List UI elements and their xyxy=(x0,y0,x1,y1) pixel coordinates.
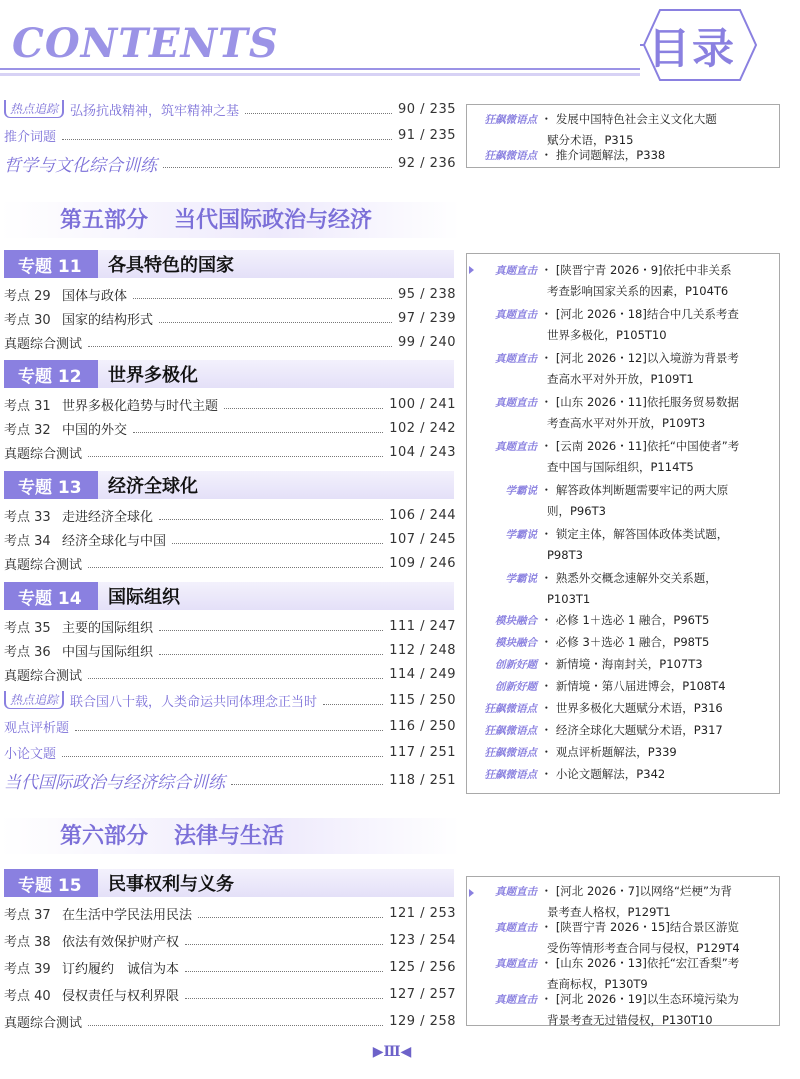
tip-label: 狂飙微语点 xyxy=(484,725,537,737)
tip-text-cont: 查高水平对外开放，P109T1 xyxy=(547,372,694,386)
tip-label: 真题直击 xyxy=(495,353,537,365)
toc-row-name: 侵权责任与权利界限 xyxy=(62,988,180,1004)
toc-row-pages: 109 / 246 xyxy=(389,555,456,571)
toc-row-name: 国体与政体 xyxy=(62,288,128,304)
tip-item[interactable]: 真题直击 ・ [河北 2026・7]以网络“烂梗”为背 景考查人格权，P129T1 xyxy=(467,881,779,922)
tip-label: 真题直击 xyxy=(495,441,537,453)
tip-text: [河北 2026・7]以网络“烂梗”为背 xyxy=(555,884,732,898)
toc-row-name: 依法有效保护财产权 xyxy=(62,934,180,950)
toc-row-name: 推介词题 xyxy=(4,129,57,145)
tip-text-cont: 考查高水平对外开放，P109T3 xyxy=(547,416,706,430)
leader-dots xyxy=(185,998,383,999)
topic-bar[interactable] xyxy=(4,250,454,278)
tips-box-part5 xyxy=(466,253,780,794)
kaodian-label: 考点 39 xyxy=(4,961,51,977)
tip-text-cont: 背景考查无过错侵权，P130T10 xyxy=(547,1013,713,1027)
leader-dots xyxy=(88,346,392,347)
tip-label: 学霸说 xyxy=(505,529,537,541)
tip-label: 真题直击 xyxy=(495,265,537,277)
topic-bar[interactable] xyxy=(4,360,454,388)
toc-row[interactable] xyxy=(4,441,456,463)
tip-text: 锁定主体，解答国体政体类试题， xyxy=(555,527,729,541)
leader-dots xyxy=(133,298,392,299)
tips-box-top xyxy=(466,104,780,168)
topic-bar[interactable] xyxy=(4,869,454,897)
toc-row-name: 中国的外交 xyxy=(62,422,128,438)
tip-label: 模块融合 xyxy=(495,637,537,649)
toc-row-pages: 116 / 250 xyxy=(389,718,456,734)
kaodian-label: 考点 30 xyxy=(4,312,51,328)
part-title: 当代国际政治与经济 xyxy=(174,207,373,233)
toc-row-pages: 123 / 254 xyxy=(389,932,456,948)
toc-row-name: 小论文题 xyxy=(4,746,57,762)
tip-label: 狂飙微语点 xyxy=(484,747,537,759)
kaodian-label: 考点 35 xyxy=(4,620,51,636)
toc-row[interactable] xyxy=(4,983,456,1005)
toc-row[interactable] xyxy=(4,331,456,353)
tip-label: 真题直击 xyxy=(495,397,537,409)
tip-item[interactable]: 狂飙微语点 ・ 小论文题解法，P342 xyxy=(467,764,779,785)
topic-title: 国际组织 xyxy=(108,587,180,608)
topic-tag: 专题 11 xyxy=(4,250,98,278)
toc-row[interactable] xyxy=(4,528,456,550)
toc-row-pages: 129 / 258 xyxy=(389,1013,456,1029)
toc-row-hot[interactable] xyxy=(4,689,456,711)
tip-item[interactable]: 真题直击 ・ [陕晋宁青 2026・15]结合景区游览 受伤等情形考查合同与侵权，P129T4 xyxy=(467,917,779,958)
leader-dots xyxy=(172,543,383,544)
tip-text-cont: 查商标权，P130T9 xyxy=(547,977,648,991)
tip-text: 世界多极化大题赋分术语，P316 xyxy=(555,701,723,715)
tip-text: 新情境・第八届进博会，P108T4 xyxy=(555,679,726,693)
tip-label: 真题直击 xyxy=(495,994,537,1006)
tip-label: 创新好题 xyxy=(495,681,537,693)
tip-text: [陕晋宁青 2026・15]结合景区游览 xyxy=(555,920,739,934)
kaodian-label: 考点 37 xyxy=(4,907,51,923)
tips-box-part6 xyxy=(466,876,780,1026)
toc-row-pages: 118 / 251 xyxy=(389,772,456,788)
toc-row-pages: 106 / 244 xyxy=(389,507,456,523)
topic-tag: 专题 14 xyxy=(4,582,98,610)
leader-dots xyxy=(323,704,383,705)
tip-label: 学霸说 xyxy=(505,573,537,585)
toc-row-name: 订约履约 诚信为本 xyxy=(62,961,180,977)
toc-row[interactable] xyxy=(4,124,456,146)
topic-bar[interactable] xyxy=(4,471,454,499)
topic-title: 民事权利与义务 xyxy=(108,874,234,895)
toc-row[interactable] xyxy=(4,639,456,661)
kaodian-label: 考点 31 xyxy=(4,398,51,414)
leader-dots xyxy=(75,730,383,731)
tip-label: 狂飙微语点 xyxy=(484,114,537,126)
tip-text: [陕晋宁青 2026・9]依托中非关系 xyxy=(555,263,732,277)
toc-row-name: 经济全球化与中国 xyxy=(62,533,167,549)
tip-text: [河北 2026・18]结合中几关系考查 xyxy=(555,307,739,321)
kaodian-label: 考点 33 xyxy=(4,509,51,525)
toc-row-name: 主要的国际组织 xyxy=(62,620,154,636)
tip-label: 真题直击 xyxy=(495,309,537,321)
leader-dots xyxy=(198,917,383,918)
toc-row-hot[interactable] xyxy=(4,98,456,120)
tip-text: 新情境・海南封关，P107T3 xyxy=(555,657,703,671)
leader-dots xyxy=(88,567,383,568)
tip-item[interactable]: 真题直击 ・ [河北 2026・19]以生态环境污染为 背景考查无过错侵权，P130T10 xyxy=(467,989,779,1030)
kaodian-label: 考点 32 xyxy=(4,422,51,438)
toc-row-name: 观点评析题 xyxy=(4,720,70,736)
tip-text: [山东 2026・13]依托“宏江香梨”考 xyxy=(555,956,740,970)
tip-text: 观点评析题解法，P339 xyxy=(555,745,677,759)
tip-item[interactable]: 狂飙微语点 ・ 世界多极化大题赋分术语，P316 xyxy=(467,698,779,719)
toc-row[interactable] xyxy=(4,152,456,174)
tip-text-cont: 则，P96T3 xyxy=(547,504,606,518)
kaodian-label: 考点 36 xyxy=(4,644,51,660)
leader-dots xyxy=(224,408,383,409)
toc-row-name: 走进经济全球化 xyxy=(62,509,154,525)
tip-item[interactable]: 真题直击 ・ [山东 2026・13]依托“宏江香梨”考 查商标权，P130T9 xyxy=(467,953,779,994)
toc-row[interactable] xyxy=(4,615,456,637)
toc-row-pages: 127 / 257 xyxy=(389,986,456,1002)
tip-item[interactable]: 模块融合 ・ 必修 3＋选必 1 融合，P98T5 xyxy=(467,632,779,653)
topic-tag: 专题 13 xyxy=(4,471,98,499)
toc-row-pages: 100 / 241 xyxy=(389,396,456,412)
header-rule xyxy=(0,68,640,76)
toc-row[interactable] xyxy=(4,902,456,924)
toc-row[interactable] xyxy=(4,1010,456,1032)
topic-tag: 专题 12 xyxy=(4,360,98,388)
leader-dots xyxy=(231,784,383,785)
leader-dots xyxy=(133,432,383,433)
toc-row-name: 弘扬抗战精神，筑牢精神之基 xyxy=(70,103,240,119)
tip-label: 狂飙微语点 xyxy=(484,150,537,162)
tip-item[interactable]: 模块融合 ・ 必修 1＋选必 1 融合，P96T5 xyxy=(467,610,779,631)
toc-row-pages: 112 / 248 xyxy=(389,642,456,658)
tip-item[interactable]: 学霸说 ・ 解答政体判断题需要牢记的两大原 则，P96T3 xyxy=(467,480,779,521)
part-heading-6 xyxy=(0,818,460,854)
toc-row[interactable] xyxy=(4,307,456,329)
tip-text-cont: 景考查人格权，P129T1 xyxy=(547,905,671,919)
toc-row-pages: 102 / 242 xyxy=(389,420,456,436)
leader-dots xyxy=(88,456,383,457)
page-number: ▶Ⅲ◀ xyxy=(372,1044,412,1060)
leader-dots xyxy=(185,971,383,972)
leader-dots xyxy=(88,678,383,679)
leader-dots xyxy=(62,756,383,757)
hot-tag: 热点追踪 xyxy=(4,100,64,118)
toc-row[interactable] xyxy=(4,769,456,791)
toc-row[interactable] xyxy=(4,929,456,951)
part-heading-5 xyxy=(0,202,460,238)
leader-dots xyxy=(245,113,392,114)
toc-row-name: 真题综合测试 xyxy=(4,557,83,573)
toc-row-pages: 99 / 240 xyxy=(398,334,456,350)
tip-text: 小论文题解法，P342 xyxy=(555,767,666,781)
toc-row-name: 真题综合测试 xyxy=(4,446,83,462)
tip-item[interactable]: 真题直击 ・ [河北 2026・18]结合中几关系考查 世界多极化，P105T10 xyxy=(467,304,779,345)
toc-row[interactable] xyxy=(4,417,456,439)
tip-text: 必修 3＋选必 1 融合，P98T5 xyxy=(555,635,710,649)
leader-dots xyxy=(163,167,392,168)
hot-tag: 热点追踪 xyxy=(4,691,64,709)
topic-tag: 专题 15 xyxy=(4,869,98,897)
tip-text-cont: 世界多极化，P105T10 xyxy=(547,328,667,342)
tip-item[interactable]: 狂飙微语点 ・ 经济全球化大题赋分术语，P317 xyxy=(467,720,779,741)
toc-row[interactable] xyxy=(4,504,456,526)
kaodian-label: 考点 38 xyxy=(4,934,51,950)
tip-label: 狂飙微语点 xyxy=(484,703,537,715)
tip-text-cont: P103T1 xyxy=(547,592,591,606)
toc-row-pages: 90 / 235 xyxy=(398,101,456,117)
tip-label: 狂飙微语点 xyxy=(484,769,537,781)
toc-row-name: 联合国八十载，人类命运共同体理念正当时 xyxy=(70,694,318,710)
toc-row-pages: 111 / 247 xyxy=(389,618,456,634)
tip-label: 学霸说 xyxy=(505,485,537,497)
tip-label: 创新好题 xyxy=(495,659,537,671)
tip-text: 熟悉外交概念速解外交关系题， xyxy=(555,571,717,585)
part-title: 法律与生活 xyxy=(174,823,285,849)
tip-item[interactable]: 真题直击 ・ [河北 2026・12]以入境游为背景考 查高水平对外开放，P109T1 xyxy=(467,348,779,389)
toc-row-name: 中国与国际组织 xyxy=(62,644,154,660)
tip-label: 模块融合 xyxy=(495,615,537,627)
tip-text: 推介词题解法，P338 xyxy=(555,148,666,162)
tip-text-cont: 受伤等情形考查合同与侵权，P129T4 xyxy=(547,941,740,955)
tip-item[interactable]: 狂飙微语点 ・ 观点评析题解法，P339 xyxy=(467,742,779,763)
tip-text-cont: 考查影响国家关系的因素，P104T6 xyxy=(547,284,729,298)
toc-row[interactable] xyxy=(4,552,456,574)
topic-title: 世界多极化 xyxy=(108,365,198,386)
tip-item[interactable]: 狂飙微语点 ・ 发展中国特色社会主义文化大题 赋分术语，P315 xyxy=(467,109,779,150)
tip-text: [山东 2026・11]依托服务贸易数据 xyxy=(555,395,739,409)
tip-item[interactable]: 真题直击 ・ [陕晋宁青 2026・9]依托中非关系 考查影响国家关系的因素，P104T6 xyxy=(467,260,779,301)
toc-row-pages: 121 / 253 xyxy=(389,905,456,921)
toc-row-name: 真题综合测试 xyxy=(4,336,83,352)
leader-dots xyxy=(159,519,383,520)
kaodian-label: 考点 29 xyxy=(4,288,51,304)
toc-row-pages: 91 / 235 xyxy=(398,127,456,143)
tip-text-cont: 赋分术语，P315 xyxy=(547,133,634,147)
leader-dots xyxy=(159,322,392,323)
leader-dots xyxy=(185,944,383,945)
tip-text: 发展中国特色社会主义文化大题 xyxy=(555,112,717,126)
tip-text-cont: 查中国与国际组织，P114T5 xyxy=(547,460,694,474)
tip-text: 必修 1＋选必 1 融合，P96T5 xyxy=(555,613,710,627)
toc-row[interactable] xyxy=(4,715,456,737)
toc-row-pages: 92 / 236 xyxy=(398,155,456,171)
toc-row-pages: 114 / 249 xyxy=(389,666,456,682)
tip-text-cont: P98T3 xyxy=(547,548,583,562)
tip-item[interactable]: 真题直击 ・ [山东 2026・11]依托服务贸易数据 考查高水平对外开放，P109T3 xyxy=(467,392,779,433)
kaodian-label: 考点 40 xyxy=(4,988,51,1004)
tip-item[interactable]: 学霸说 ・ 熟悉外交概念速解外交关系题， P103T1 xyxy=(467,568,779,609)
tip-item[interactable]: 创新好题 ・ 新情境・第八届进博会，P108T4 xyxy=(467,676,779,697)
topic-title: 各具特色的国家 xyxy=(108,255,234,276)
toc-row-name: 国家的结构形式 xyxy=(62,312,154,328)
leader-dots xyxy=(159,630,383,631)
toc-row[interactable] xyxy=(4,283,456,305)
topic-title: 经济全球化 xyxy=(108,476,198,497)
tip-text: [河北 2026・19]以生态环境污染为 xyxy=(555,992,739,1006)
toc-row-pages: 104 / 243 xyxy=(389,444,456,460)
tip-text: [河北 2026・12]以入境游为背景考 xyxy=(555,351,739,365)
kaodian-label: 考点 34 xyxy=(4,533,51,549)
contents-title: CONTENTS xyxy=(12,20,279,67)
leader-dots xyxy=(159,654,383,655)
page-header xyxy=(0,0,800,80)
toc-row-name: 在生活中学民法用民法 xyxy=(62,907,193,923)
toc-row-pages: 125 / 256 xyxy=(389,959,456,975)
mulu-title: 目录 xyxy=(648,24,737,73)
tip-label: 真题直击 xyxy=(495,958,537,970)
tip-label: 真题直击 xyxy=(495,922,537,934)
leader-dots xyxy=(62,139,392,140)
part-prefix: 第五部分 xyxy=(60,207,149,233)
leader-dots xyxy=(88,1025,383,1026)
tip-text: 经济全球化大题赋分术语，P317 xyxy=(555,723,723,737)
toc-row-name: 真题综合测试 xyxy=(4,668,83,684)
part-prefix: 第六部分 xyxy=(60,823,149,849)
toc-row[interactable] xyxy=(4,956,456,978)
toc-row-pages: 115 / 250 xyxy=(389,692,456,708)
tip-text: 解答政体判断题需要牢记的两大原 xyxy=(555,483,729,497)
toc-row[interactable] xyxy=(4,393,456,415)
toc-row-pages: 95 / 238 xyxy=(398,286,456,302)
tip-item[interactable]: 狂飙微语点 ・ 推介词题解法，P338 xyxy=(467,145,779,166)
tip-item[interactable]: 创新好题 ・ 新情境・海南封关，P107T3 xyxy=(467,654,779,675)
tip-label: 真题直击 xyxy=(495,886,537,898)
tip-item[interactable]: 学霸说 ・ 锁定主体，解答国体政体类试题， P98T3 xyxy=(467,524,779,565)
toc-row-pages: 107 / 245 xyxy=(389,531,456,547)
toc-row-name: 哲学与文化综合训练 xyxy=(4,155,157,176)
toc-row-name: 当代国际政治与经济综合训练 xyxy=(4,772,225,793)
topic-bar[interactable] xyxy=(4,582,454,610)
toc-row-pages: 117 / 251 xyxy=(389,744,456,760)
toc-row[interactable] xyxy=(4,741,456,763)
toc-row-name: 世界多极化趋势与时代主题 xyxy=(62,398,219,414)
toc-row[interactable] xyxy=(4,663,456,685)
tip-text: [云南 2026・11]依托“中国使者”考 xyxy=(555,439,740,453)
toc-row-pages: 97 / 239 xyxy=(398,310,456,326)
tip-item[interactable]: 真题直击 ・ [云南 2026・11]依托“中国使者”考 查中国与国际组织，P114T5 xyxy=(467,436,779,477)
toc-row-name: 真题综合测试 xyxy=(4,1015,83,1031)
